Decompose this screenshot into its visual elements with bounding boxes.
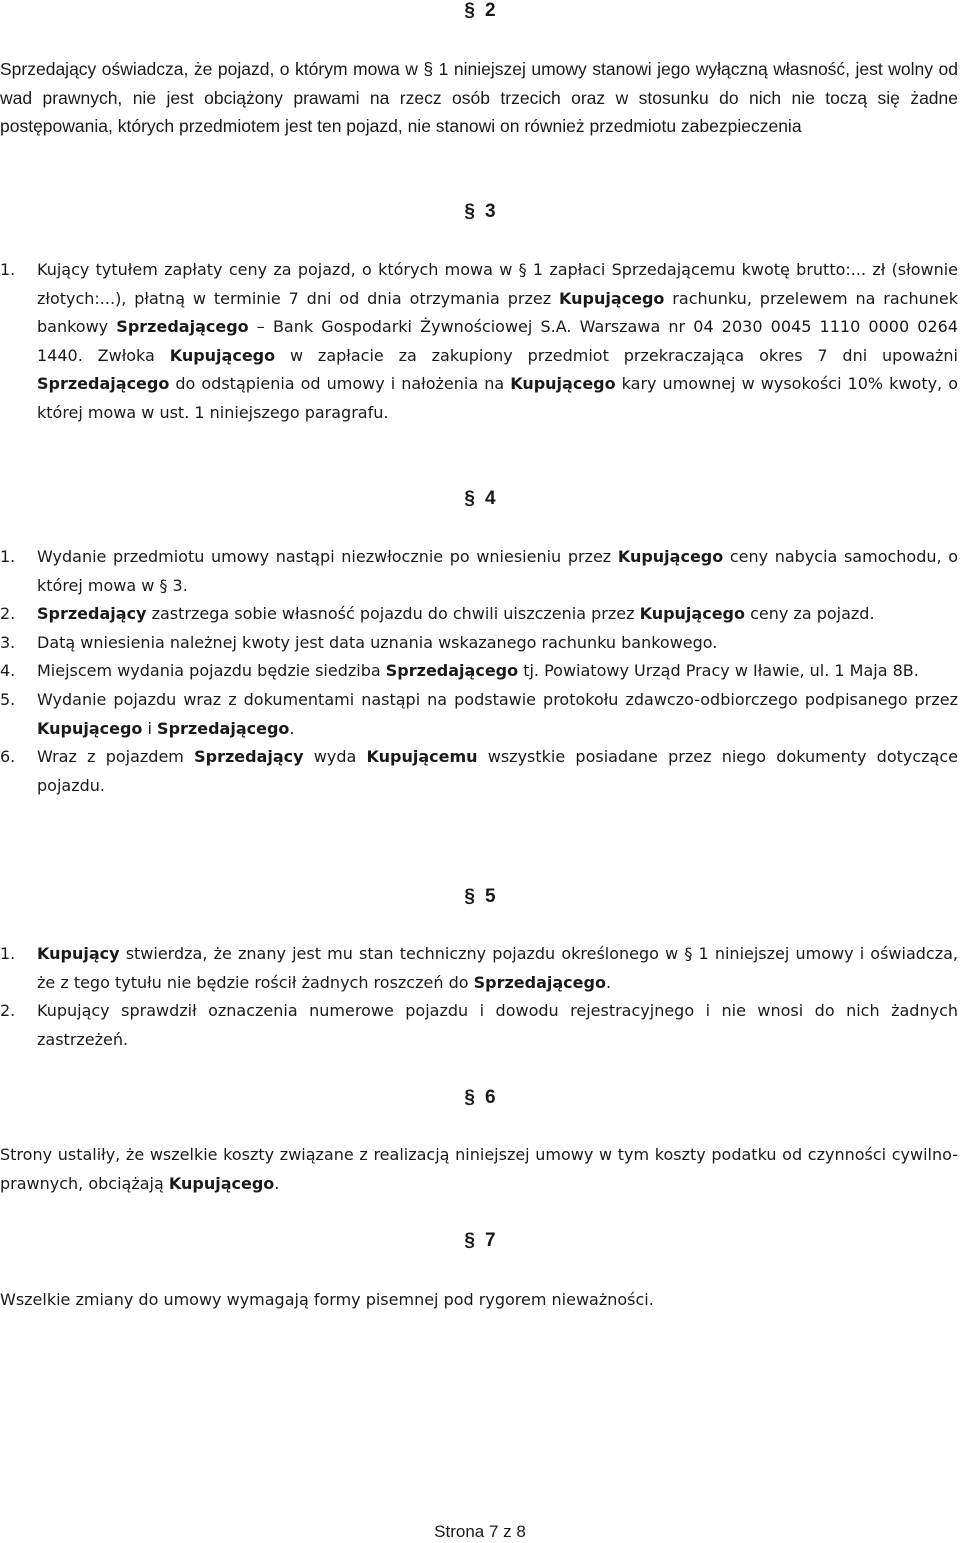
page-number-footer: Strona 7 z 8 [434, 1522, 526, 1541]
list-item: 1. Kupujący stwierdza, że znany jest mu stan techniczny pojazdu określonego w § 1 niniejszej umowy i oświadcza, że z tego tytułu nie będzie rościł żadnych roszczeń do Sprzedającego. [0, 944, 958, 992]
section-heading-4: § 4 [464, 488, 496, 509]
section-heading-6: § 6 [464, 1087, 496, 1108]
list-item: 5. Wydanie pojazdu wraz z dokumentami nastąpi na podstawie protokołu zdawczo-odbiorczego podpisanego przez Kupującego i Sprzedającego. [0, 689, 958, 738]
section-2-text: Sprzedający oświadcza, że pojazd, o którym mowa w § 1 niniejszej umowy stanowi jego wyłączną własność, jest wolny od wad prawnych, nie jest obciążony prawami na rzecz osób trzecich oraz w stosunku do nich nie toczą się żadne postępowania, których przedmiotem jest ten pojazd, nie stanowi on również przedmiotu zabezpieczenia [0, 59, 958, 137]
list-item: 6. Wraz z pojazdem Sprzedający wyda Kupującemu wszystkie posiadane przez niego dokumenty dotyczące pojazdu. [0, 747, 958, 795]
section-heading-7: § 7 [464, 1230, 496, 1251]
section-7-text: Wszelkie zmiany do umowy wymagają formy pisemnej pod rygorem nieważności. [0, 1290, 654, 1309]
section-5-list [0, 940, 958, 1054]
list-item: 3. Datą wniesienia należnej kwoty jest data uznania wskazanego rachunku bankowego. [0, 632, 718, 652]
list-item: 2. Kupujący sprawdził oznaczenia numerowe pojazdu i dowodu rejestracyjnego i nie wnosi do nich żadnych zastrzeżeń. [0, 1001, 958, 1049]
section-6-text: Strony ustaliły, że wszelkie koszty związane z realizacją niniejszej umowy w tym koszty podatku od czynności cywilno-prawnych, obciążają Kupującego. [0, 1145, 958, 1193]
section-heading-5: § 5 [464, 886, 496, 907]
list-item: 1. Kujący tytułem zapłaty ceny za pojazd, o których mowa w § 1 zapłaci Sprzedającemu kwotę brutto:... zł (słownie złotych:...), płatną w terminie 7 dni od dnia otrzymania przez Kupującego rachunku, przelewem na rachunek bankowy Sprzedającego – Bank Gospodarki Żywnościowej S.A. Warszawa nr 04 2030 0045 1110 0000 0264 1440. Zwłoka Kupującego w zapłacie za zakupiony przedmiot przekraczająca okres 7 dni upoważni Sprzedającego do odstąpienia od umowy i nałożenia na Kupującego kary umownej w wysokości 10% kwoty, o której mowa w ust. 1 niniejszego paragrafu. [0, 260, 958, 422]
list-item: 2. Sprzedający zastrzega sobie własność pojazdu do chwili uiszczenia przez Kupującego ceny za pojazd. [0, 604, 875, 624]
section-heading-3: § 3 [464, 201, 496, 222]
list-item: 1. Wydanie przedmiotu umowy nastąpi niezwłocznie po wniesieniu przez Kupującego ceny nabycia samochodu, o której mowa w § 3. [0, 547, 959, 595]
list-item: 4. Miejscem wydania pojazdu będzie siedziba Sprzedającego tj. Powiatowy Urząd Pracy w Iławie, ul. 1 Maja 8B. [0, 661, 919, 681]
section-4-list [0, 543, 958, 800]
section-heading-2: § 2 [464, 0, 496, 21]
section-3-list [0, 256, 958, 428]
